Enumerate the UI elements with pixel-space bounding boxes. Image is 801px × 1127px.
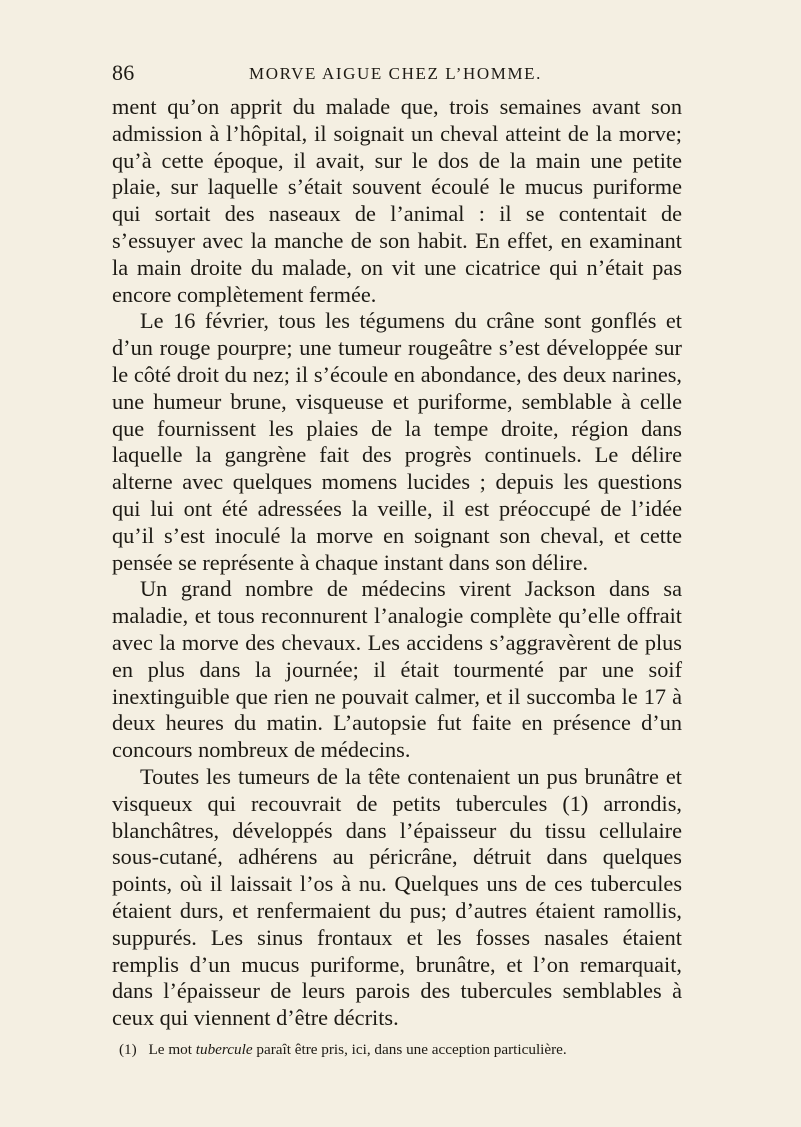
main-text: [112, 94, 682, 1059]
footnote-text-after: paraît être pris, ici, dans une acception particulière.: [256, 1040, 567, 1058]
footnote-text-before: Le mot: [148, 1040, 192, 1058]
running-title: MORVE AIGUE CHEZ L’HOMME.: [249, 64, 543, 83]
page-number: 86: [112, 60, 135, 85]
paragraph-february-16: Le 16 février, tous les tégumens du crâne sont gonflés et d’un rouge pourpre; une tumeur rougeâtre s’est développée sur le côté droit du nez; il s’écoule en abondance, des deux narines, une humeur brune, visqueuse et puriforme, semblable à celle que fournissent les plaies de la tempe droite, région dans laquelle la gangrène fait des progrès continuels. Le délire alterne avec quelques momens lucides ; depuis les questions qui lui ont été adressées la veille, il est préoccupé de l’idée qu’il s’est inoculé la morve en soignant son cheval, et cette pensée se représente à chaque instant dans son délire.: [112, 308, 682, 575]
page-header: [112, 60, 678, 90]
paragraph-medical-observers: Un grand nombre de médecins virent Jackson dans sa maladie, et tous reconnurent l’analogie complète qu’elle offrait avec la morve des chevaux. Les accidens s’aggravèrent de plus en plus dans la journée; il était tourmenté par une soif inextinguible que rien ne pouvait calmer, et il succomba le 17 à deux heures du matin. L’autopsie fut faite en présence d’un concours nombreux de médecins.: [112, 576, 682, 763]
footnote-marker: (1): [119, 1040, 137, 1058]
footnote-term: tubercule: [195, 1040, 253, 1058]
paragraph-autopsy-findings: Toutes les tumeurs de la tête contenaient un pus brunâtre et visqueux qui recouvrait de petits tubercules (1) arrondis, blanchâtres, développés dans l’épaisseur du tissu cellulaire sous-cutané, adhérens au péricrâne, détruit dans quelques points, où il laissait l’os à nu. Quelques uns de ces tubercules étaient durs, et renfermaient du pus; d’autres étaient ramollis, suppurés. Les sinus frontaux et les fosses nasales étaient remplis d’un mucus puriforme, brunâtre, et l’on remarquait, dans l’épaisseur de leurs parois des tubercules semblables à ceux qui viennent d’être décrits.: [112, 763, 682, 1031]
paragraph-continuation: ment qu’on apprit du malade que, trois semaines avant son admission à l’hôpital, il soignait un cheval atteint de la morve; qu’à cette époque, il avait, sur le dos de la main une petite plaie, sur laquelle s’était souvent écoulé le mucus puriforme qui sortait des naseaux de l’animal : il se contentait de s’essuyer avec la manche de son habit. En effet, en examinant la main droite du malade, on vit une cicatrice qui n’était pas encore complètement fermée.: [112, 94, 682, 307]
footnote: [112, 1041, 682, 1059]
